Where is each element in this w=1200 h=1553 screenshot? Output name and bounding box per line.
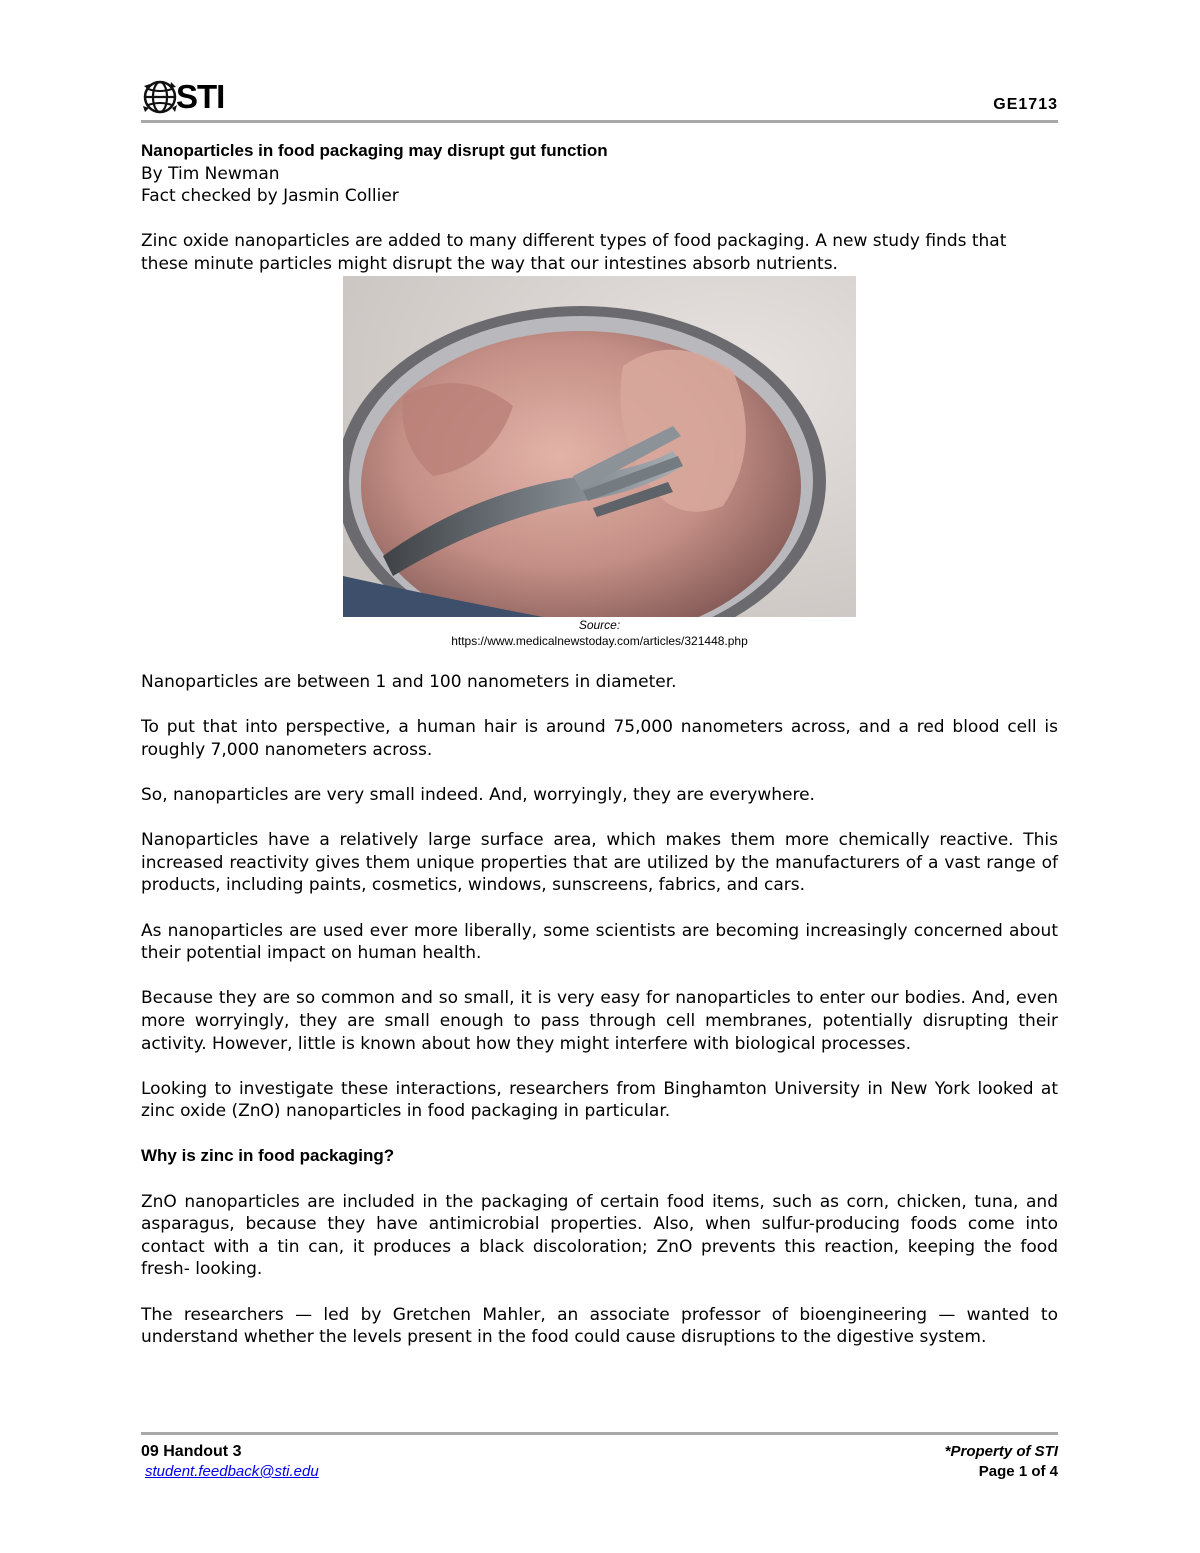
footer-right <box>945 1442 1058 1482</box>
feedback-email-link[interactable]: student.feedback@sti.edu <box>145 1463 319 1480</box>
section-heading: Why is zinc in food packaging? <box>141 1146 395 1166</box>
fact-check-line: Fact checked by Jasmin Collier <box>141 186 399 207</box>
paragraph: Because they are so common and so small, it is very easy for nanoparticles to enter our bodies. And, even more worryingly, they are small enough to pass through cell membranes, potentially disrupting their activity. However, little is known about how they might interfere with biological processes. <box>141 988 1058 1054</box>
caption-source-url: https://www.medicalnewstoday.com/articles/321448.php <box>451 634 748 648</box>
page-header <box>141 74 1058 124</box>
author-line: By Tim Newman <box>141 163 280 184</box>
intro-paragraph: Zinc oxide nanoparticles are added to many different types of food packaging. A new study finds that these minute particles might disrupt the way that our intestines absorb nutrients. <box>141 231 1007 274</box>
paragraph: Nanoparticles are between 1 and 100 nanometers in diameter. <box>141 672 677 692</box>
figure-caption <box>141 617 1058 649</box>
article-body-continued <box>141 671 1058 1349</box>
caption-source-label: Source: <box>578 618 621 632</box>
paragraph: Nanoparticles have a relatively large surface area, which makes them more chemically reactive. This increased reactivity gives them unique properties that are utilized by the manufacturers of a vast range of products, including paints, cosmetics, windows, sunscreens, fabrics, and cars. <box>141 830 1058 896</box>
globe-icon <box>141 78 179 116</box>
handout-label: 09 Handout 3 <box>141 1443 242 1460</box>
footer-left <box>141 1442 319 1482</box>
header-rule <box>141 120 1058 123</box>
page-number: Page 1 of 4 <box>978 1463 1058 1480</box>
photo-image <box>343 276 856 617</box>
course-code: GE1713 <box>993 96 1058 113</box>
sti-logo <box>141 78 224 116</box>
paragraph: ZnO nanoparticles are included in the packaging of certain food items, such as corn, chicken, tuna, and asparagus, because they have antimicrobial properties. Also, when sulfur-producing foods come into contact with a tin can, it produces a black discoloration; ZnO prevents this reaction, keeping the food fresh- looking. <box>141 1191 1058 1280</box>
paragraph: Looking to investigate these interactions, researchers from Binghamton University in New York looked at zinc oxide (ZnO) nanoparticles in food packaging in particular. <box>141 1078 1058 1122</box>
property-notice: *Property of STI <box>944 1443 1058 1460</box>
paragraph: To put that into perspective, a human hair is around 75,000 nanometers across, and a red blood cell is roughly 7,000 nanometers across. <box>141 717 1058 760</box>
canned-tuna-photo <box>343 276 856 617</box>
paragraph: So, nanoparticles are very small indeed. And, worryingly, they are everywhere. <box>141 784 815 805</box>
footer-rule <box>141 1432 1058 1435</box>
article-body <box>141 140 1058 276</box>
article-title: Nanoparticles in food packaging may disrupt gut function <box>141 141 608 160</box>
logo-text: STI <box>176 78 225 115</box>
paragraph: The researchers — led by Gretchen Mahler, an associate professor of bioengineering — wanted to understand whether the levels present in the food could cause disruptions to the digestive system. <box>141 1304 1058 1348</box>
paragraph: As nanoparticles are used ever more liberally, some scientists are becoming increasingly concerned about their potential impact on human health. <box>141 920 1058 964</box>
